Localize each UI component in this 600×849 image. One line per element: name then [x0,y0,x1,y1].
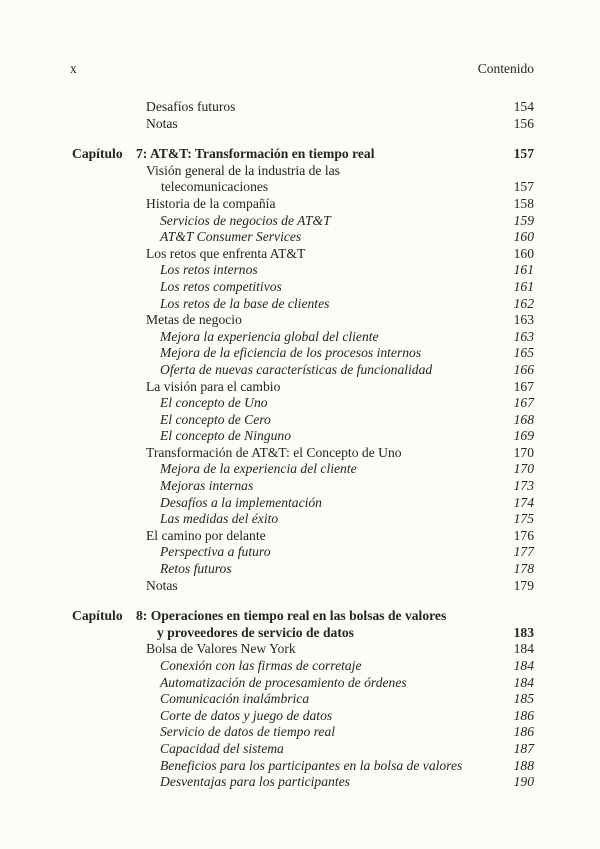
entry-title: AT&T Consumer Services [160,229,302,245]
entry-page-number: 154 [513,99,534,114]
entry-title: La visión para el cambio [146,378,281,394]
entry-title: 8: Operaciones en tiempo real en las bolsas de valores [136,608,447,624]
entry-title: Historia de la compañía [146,195,276,211]
running-header-title: Contenido [477,61,534,76]
entry-page-number: 160 [513,245,534,261]
entry-page-number: 183 [513,624,534,640]
toc-entry-row [70,229,534,246]
entry-title: El concepto de Ninguno [160,428,291,444]
toc-entry-row [70,345,534,362]
toc-entry-row [70,708,534,725]
entry-title: Notas [146,577,178,593]
entry-page-number: 174 [513,494,534,510]
entry-title: Mejora la experiencia global del cliente [160,328,379,344]
entry-page-number: 161 [513,262,534,278]
toc-entry-row [70,262,534,279]
entry-title: Los retos que enfrenta AT&T [146,245,306,261]
toc-entry-row [70,246,534,263]
toc-entry-row [70,279,534,296]
entry-page-number: 185 [513,691,534,707]
entry-title: Desafíos a la implementación [160,494,322,510]
entry-page-number: 163 [513,328,534,344]
entry-title: Capacidad del sistema [160,740,284,756]
entry-page-number: 169 [513,428,534,444]
entry-title: 7: AT&T: Transformación en tiempo real [136,146,375,162]
entry-title: Los retos competitivos [160,278,282,294]
toc [70,99,534,791]
toc-entry-row [70,625,534,642]
entry-page-number: 179 [513,577,534,593]
entry-title: Los retos de la base de clientes [160,295,330,311]
toc-entry-row [70,561,534,578]
entry-title: El concepto de Uno [160,395,268,411]
toc-entry-row [70,758,534,775]
entry-page-number: 177 [513,544,534,560]
toc-entry-row [70,641,534,658]
entry-title: Metas de negocio [146,312,242,328]
toc-entry-row [70,578,534,595]
entry-page-number: 186 [513,707,534,723]
entry-page-number: 167 [513,395,534,411]
entry-title: Mejora de la eficiencia de los procesos internos [160,345,422,361]
toc-entry-row [70,724,534,741]
toc-entry-row [70,196,534,213]
chapter-7 [70,146,534,594]
toc-entry-row [70,511,534,528]
entry-title: Corte de datos y juego de datos [160,707,333,723]
entry-title: Servicio de datos de tiempo real [160,724,336,740]
entry-page-number: 157 [513,146,534,162]
toc-entry-row [70,461,534,478]
entry-page-number: 173 [513,478,534,494]
entry-title: Mejora de la experiencia del cliente [160,461,357,477]
entry-page-number: 184 [513,641,534,657]
chapter-label: Capítulo [72,608,123,624]
entry-page-number: 178 [513,561,534,577]
entry-page-number: 157 [513,179,534,195]
entry-page-number: 156 [513,115,534,131]
entry-title: Los retos internos [160,262,258,278]
entry-page-number: 190 [513,774,534,790]
toc-entry-row [70,362,534,379]
toc-entry-row [70,478,534,495]
entry-page-number: 168 [513,411,534,427]
entry-page-number: 158 [513,195,534,211]
toc-entry-row [70,691,534,708]
entry-page-number: 170 [513,461,534,477]
entry-page-number: 160 [513,229,534,245]
toc-entry-row [70,658,534,675]
chapter-heading-row [70,608,534,625]
toc-entry-row [70,296,534,313]
entry-title: Bolsa de Valores New York [146,641,296,657]
entry-title: y proveedores de servicio de datos [157,624,354,640]
toc-entry-row [70,445,534,462]
entry-page-number: 184 [513,674,534,690]
entry-title: telecomunicaciones [161,179,269,195]
entry-page-number: 175 [513,511,534,527]
entry-title: El concepto de Cero [160,411,271,427]
entry-page-number: 161 [513,278,534,294]
toc-entry-row [70,179,534,196]
chapter-8 [70,608,534,791]
toc-entry-row [70,163,534,180]
entry-page-number: 186 [513,724,534,740]
entry-title: Visión general de la industria de las [146,162,340,178]
entry-title: El camino por delante [146,527,266,543]
entry-page-number: 162 [513,295,534,311]
entry-title: Servicios de negocios de AT&T [160,212,331,228]
entry-page-number: 165 [513,345,534,361]
toc-entry-row [70,544,534,561]
entry-title: Las medidas del éxito [160,511,279,527]
entry-page-number: 187 [513,740,534,756]
chapter-label: Capítulo [72,146,123,162]
entry-page-number: 188 [513,757,534,773]
running-header [70,61,534,76]
entry-title: Automatización de procesamiento de órdenes [160,674,407,690]
toc-entry-row [70,379,534,396]
entry-title: Perspectiva a futuro [160,544,271,560]
toc-entry-row [70,116,534,133]
entry-title: Desventajas para los participantes [160,774,350,790]
toc-entry-row [70,312,534,329]
entry-page-number: 163 [513,312,534,328]
entry-title: Retos futuros [160,561,232,577]
toc-entry-row [70,412,534,429]
entry-page-number: 159 [513,212,534,228]
toc-entry-row [70,741,534,758]
toc-entry-row [70,495,534,512]
entry-title: Comunicación inalámbrica [160,691,310,707]
toc-entry-row [70,395,534,412]
entry-title: Beneficios para los participantes en la bolsa de valores [160,757,463,773]
folio-page-number: x [70,61,77,76]
entry-page-number: 176 [513,527,534,543]
toc-entry-row [70,213,534,230]
entry-title: Desafíos futuros [146,99,236,114]
toc-entry-row [70,528,534,545]
entry-title: Oferta de nuevas características de funcionalidad [160,361,433,377]
toc-entry-row [70,329,534,346]
toc-entry-row [70,428,534,445]
entry-title: Conexión con las firmas de corretaje [160,658,362,673]
entry-title: Notas [146,115,178,131]
entry-page-number: 184 [513,658,534,673]
toc-entry-row [70,675,534,692]
toc-entry-row [70,774,534,791]
entry-page-number: 170 [513,444,534,460]
entry-page-number: 166 [513,361,534,377]
entry-page-number: 167 [513,378,534,394]
toc-entry-row [70,99,534,116]
entry-title: Mejoras internas [160,478,254,494]
chapter-6-tail-entries [70,99,534,132]
chapter-heading-row [70,146,534,163]
entry-title: Transformación de AT&T: el Concepto de Uno [146,444,402,460]
